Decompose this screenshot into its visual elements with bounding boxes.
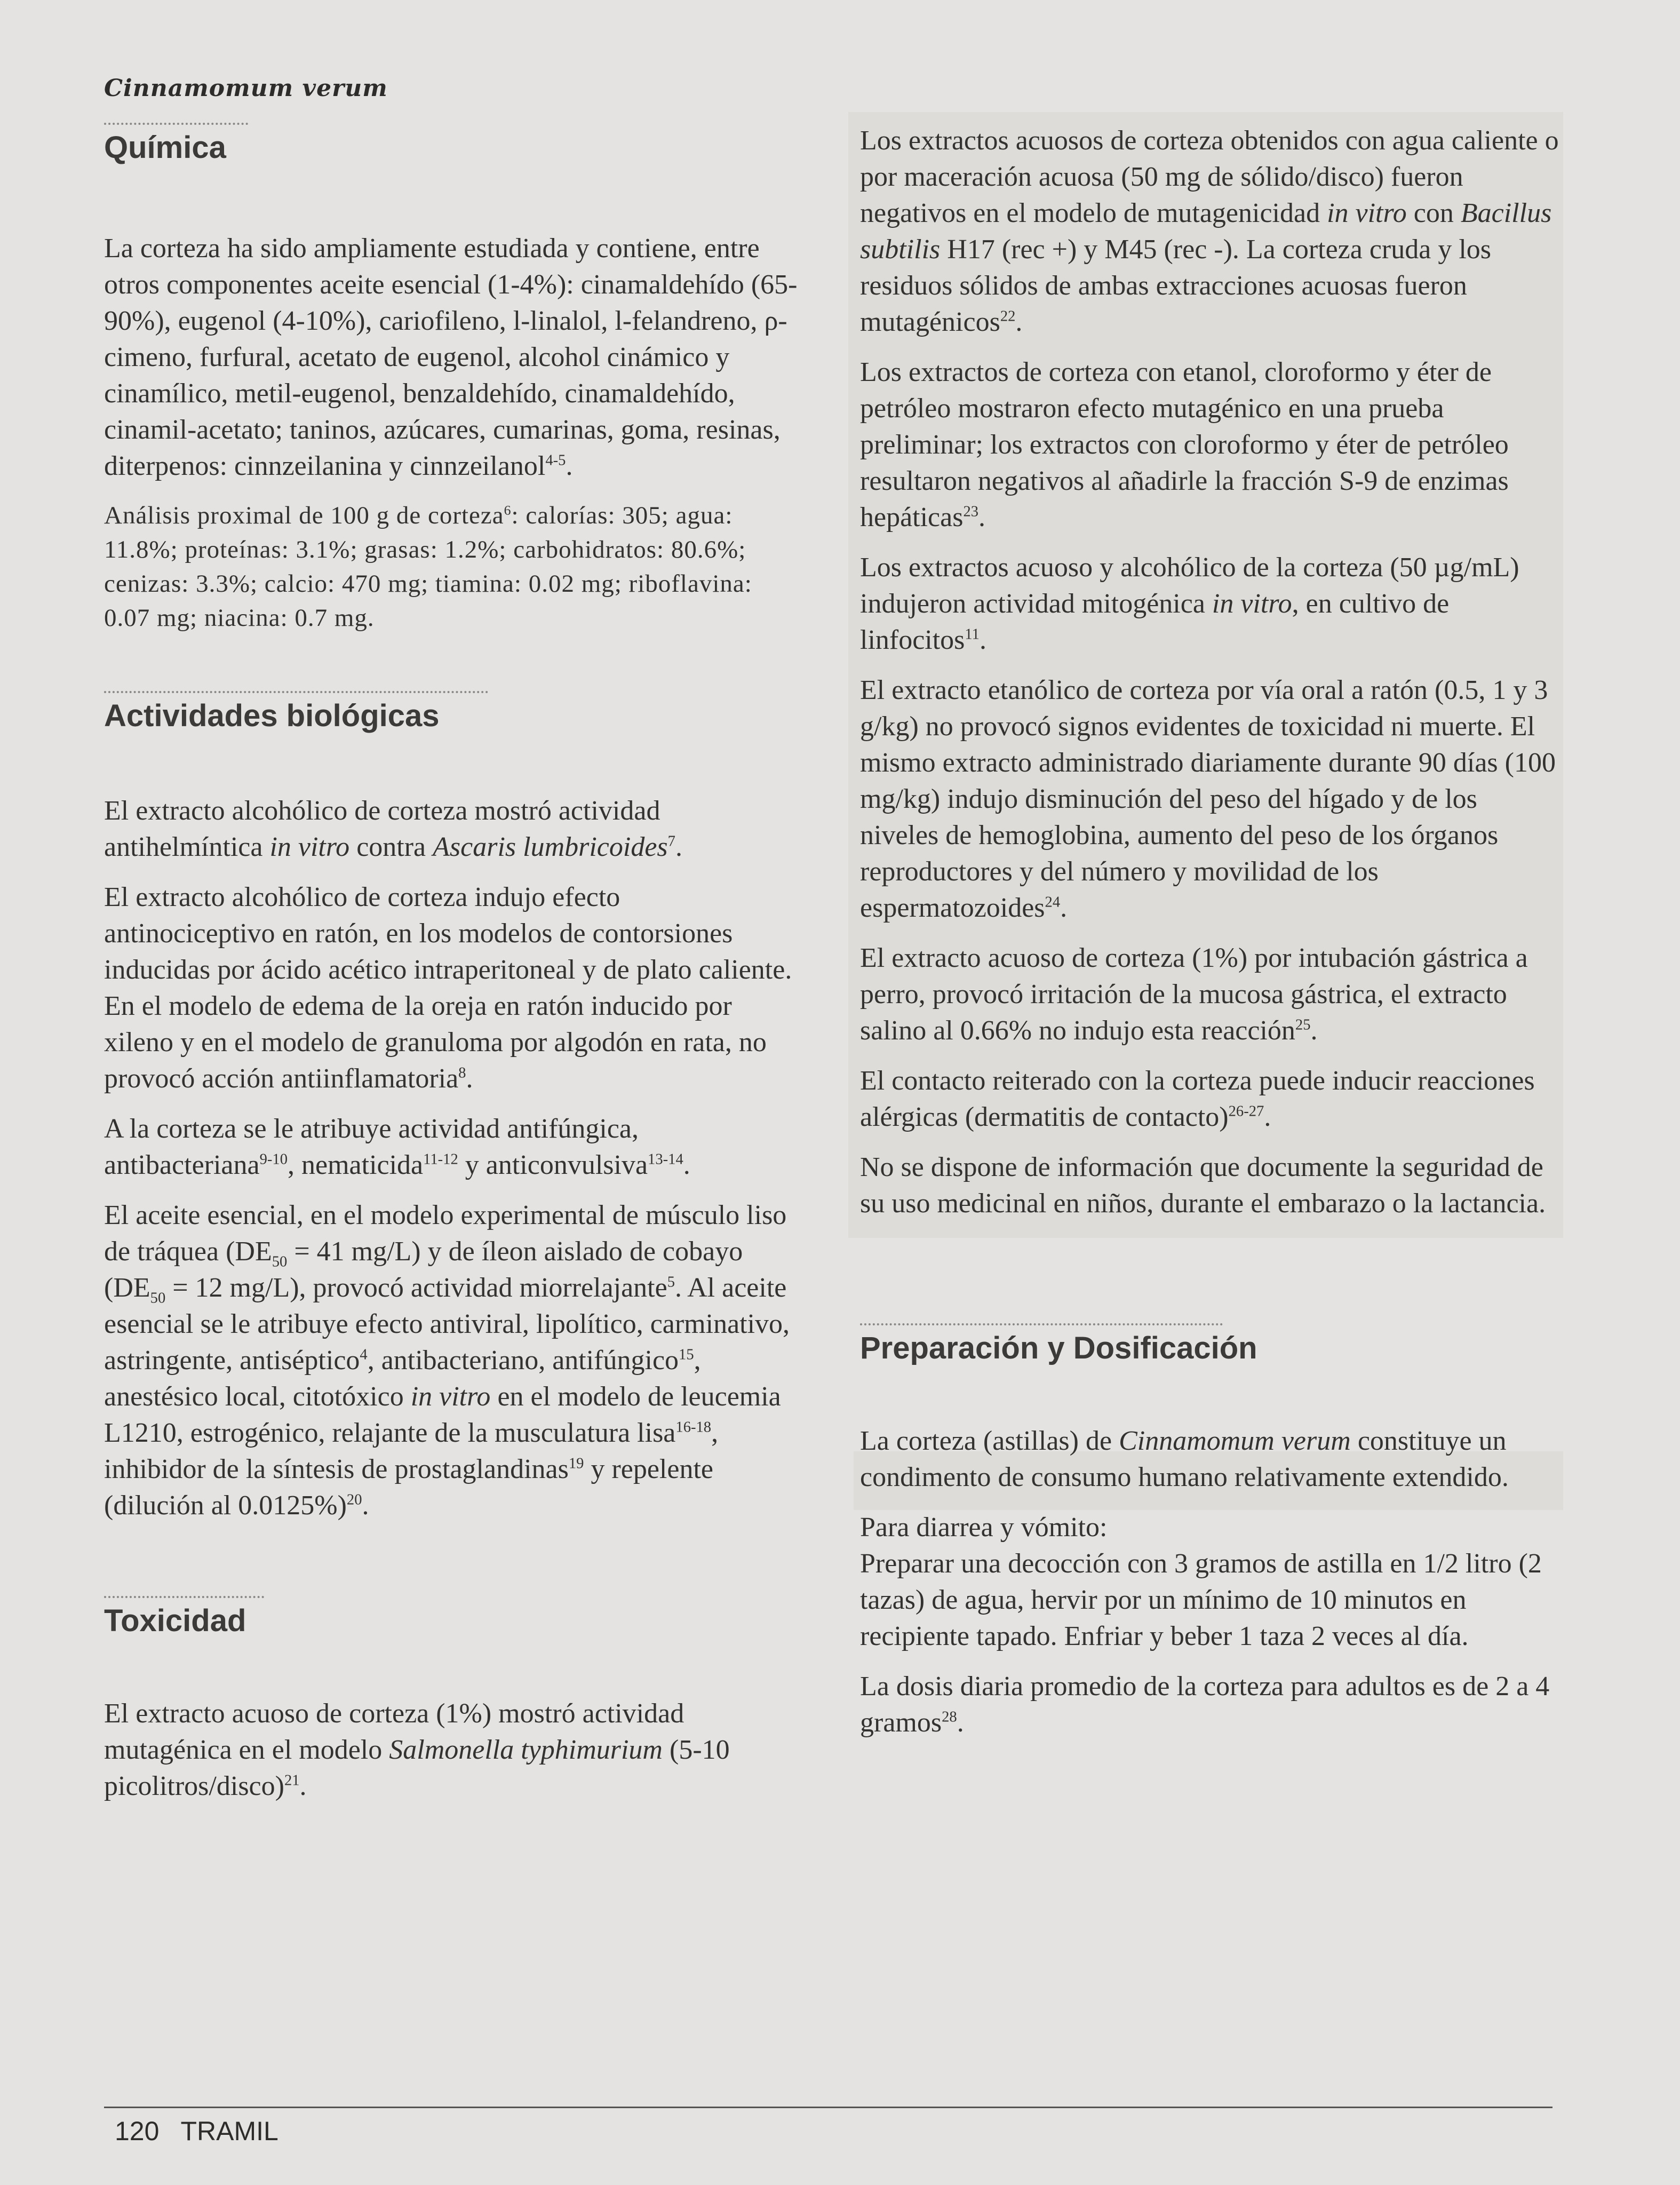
heading-preparacion: Preparación y Dosificación [860, 1331, 1257, 1365]
page-number: 120 [115, 2116, 160, 2146]
section-toxicidad [104, 1596, 798, 1805]
actividades-paragraph-1: El extracto alcohólico de corteza mostró actividad antihelmíntica in vitro contra Ascaris lumbricoides$^7$. [104, 796, 682, 863]
section-rule [104, 123, 248, 125]
section-actividades [104, 691, 798, 1524]
preparacion-subtitle: Para diarrea y vómito: [860, 1512, 1108, 1543]
footer-rule [104, 2107, 1552, 2108]
footer [115, 2116, 300, 2147]
toxicidad-paragraph-1: El extracto acuoso de corteza (1%) mostró actividad mutagénica en el modelo Salmonella typhimurium (5-10 picolitros/disco)$^{21}$. [104, 1698, 730, 1801]
section-rule [104, 691, 488, 693]
right-column [860, 123, 1559, 1755]
heading-toxicidad: Toxicidad [104, 1603, 246, 1639]
toxicidad-paragraph-6: El extracto acuoso de corteza (1%) por intubación gástrica a perro, provocó irritación de la mucosa gástrica, el extracto salino al 0.66% no indujo esta reacción$^{25}$. [860, 943, 1528, 1046]
quimica-paragraph-2: Análisis proximal de 100 g de corteza$^6$: calorías: 305; agua: 11.8%; proteínas: 3.1%; grasas: 1.2%; carbohidratos: 80.6%; cenizas: 3.3%; calcio: 470 mg; tiamina: 0.02 mg; riboflavina: 0.07 mg; niacina: 0.7 mg. [104, 501, 752, 632]
left-column [104, 123, 798, 1818]
heading-actividades: Actividades biológicas [104, 698, 440, 733]
heading-quimica: Química [104, 130, 226, 165]
toxicidad-paragraph-4: Los extractos acuoso y alcohólico de la corteza (50 µg/mL) indujeron actividad mitogénica in vitro, en cultivo de linfocitos$^{11}$. [860, 552, 1519, 655]
preparacion-paragraph-3: La dosis diaria promedio de la corteza para adultos es de 2 a 4 gramos$^{28}$. [860, 1671, 1550, 1738]
section-rule [104, 1596, 264, 1598]
toxicidad-paragraph-5: El extracto etanólico de corteza por vía oral a ratón (0.5, 1 y 3 g/kg) no provocó signos evidentes de toxicidad ni muerte. El mismo extracto administrado diariamente durante 90 días (100 mg/kg) indujo disminución del peso del hígado y de los niveles de hemoglobina, aumento del peso de los órganos reproductores y del número y movilidad de los espermatozoides$^{24}$. [860, 675, 1556, 923]
running-title: Cinnamomum verum [104, 75, 388, 102]
publisher: TRAMIL [180, 2116, 278, 2146]
toxicidad-paragraph-8: No se dispone de información que documente la seguridad de su uso medicinal en niños, durante el embarazo o la lactancia. [860, 1152, 1546, 1219]
section-quimica [104, 123, 798, 635]
actividades-paragraph-4: El aceite esencial, en el modelo experimental de músculo liso de tráquea ($DE_{50} = 41$ mg/L) y de íleon aislado de cobayo ($DE_{50} = 12$ mg/L), provocó actividad miorrelajante$^5$. Al aceite esencial se le atribuye efecto antiviral, lipolítico, carminativo, astringente, antiséptico$^4$, antibacteriano, antifúngico$^{15}$, anestésico local, citotóxico in vitro en el modelo de leucemia L1210, estrogénico, relajante de la musculatura lisa$^{16-18}$, inhibidor de la síntesis de prostaglandinas$^{19}$ y repelente (dilución al 0.0125%)$^{20}$. [104, 1200, 790, 1521]
actividades-paragraph-3: A la corteza se le atribuye actividad antifúngica, antibacteriana$^{9-10}$, nematicida$^{11-12}$ y anticonvulsiva$^{13-14}$. [104, 1114, 690, 1181]
toxicidad-paragraph-7: El contacto reiterado con la corteza puede inducir reacciones alérgicas (dermatitis de contacto)$^{26-27}$. [860, 1066, 1535, 1132]
preparacion-paragraph-2: Para diarrea y vómito: Preparar una decocción con 3 gramos de astilla en 1/2 litro (2 tazas) de agua, hervir por un mínimo de 10 minutos en recipiente tapado. Enfriar y beber 1 taza 2 veces al día. [860, 1512, 1542, 1651]
preparacion-paragraph-1: La corteza (astillas) de Cinnamomum verum constituye un condimento de consumo humano relativamente extendido. [860, 1425, 1509, 1492]
toxicidad-paragraph-3: Los extractos de corteza con etanol, cloroformo y éter de petróleo mostraron efecto mutagénico en una prueba preliminar; los extractos con cloroformo y éter de petróleo resultaron negativos al añadirle la fracción S-9 de enzimas hepáticas$^{23}$. [860, 357, 1509, 533]
section-rule [860, 1323, 1223, 1325]
actividades-paragraph-2: El extracto alcohólico de corteza indujo efecto antinociceptivo en ratón, en los modelos de contorsiones inducidas por ácido acético intraperitoneal y de plato caliente. En el modelo de edema de la oreja en ratón inducido por xileno y en el modelo de granuloma por algodón en rata, no provocó acción antiinflamatoria$^8$. [104, 882, 792, 1094]
section-preparacion [860, 1323, 1559, 1741]
toxicidad-paragraph-2: Los extractos acuosos de corteza obtenidos con agua caliente o por maceración acuosa (50 mg de sólido/disco) fueron negativos en el modelo de mutagenicidad in vitro con Bacillus subtilis H17 (rec +) y M45 (rec -). La corteza cruda y los residuos sólidos de ambas extracciones acuosas fueron mutagénicos$^{22}$. [860, 125, 1559, 337]
quimica-paragraph-1: La corteza ha sido ampliamente estudiada y contiene, entre otros componentes aceite esencial (1-4%): cinamaldehído (65-90%), eugenol (4-10%), cariofileno, l-linalol, l-felandreno, ρ-cimeno, furfural, acetato de eugenol, alcohol cinámico y cinamílico, metil-eugenol, benzaldehído, cinamaldehído, cinamil-acetato; taninos, azúcares, cumarinas, goma, resinas, diterpenos: cinnzeilanina y cinnzeilanol$^{4-5}$. [104, 233, 798, 481]
